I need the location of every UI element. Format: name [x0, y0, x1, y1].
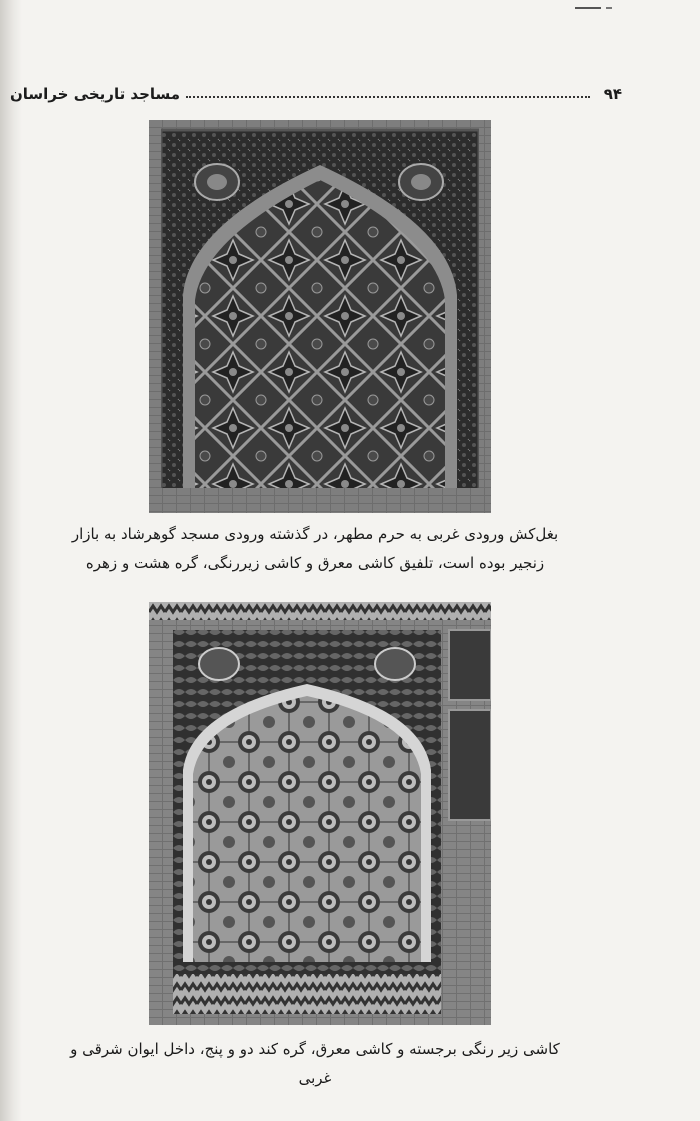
book-spine-shadow — [0, 0, 22, 1121]
page-number: ۹۴ — [603, 85, 622, 103]
running-title: مساجد تاریخی خراسان — [10, 85, 181, 103]
caption-line: زنجیر بوده است، تلفیق کاشی معرق و کاشی زیررنگی، گره هشت و زهره — [85, 554, 545, 572]
photo-west-entrance-tilework — [149, 120, 491, 513]
running-header — [10, 82, 622, 106]
figure-caption — [60, 520, 570, 578]
caption-line: بغل‌کش ورودی غربی به حرم مطهر، در گذشته ورودی مسجد گوهرشاد به بازار — [71, 525, 559, 543]
dotted-leader — [186, 96, 590, 98]
caption-line: کاشی زیر رنگی برجسته و کاشی معرق، گره کند دو و پنج، داخل ایوان شرقی و غربی — [70, 1040, 560, 1087]
print-mark — [606, 7, 612, 9]
figure-caption — [60, 1035, 570, 1093]
photo-iwan-tilework — [149, 602, 491, 1025]
print-mark — [575, 7, 601, 9]
